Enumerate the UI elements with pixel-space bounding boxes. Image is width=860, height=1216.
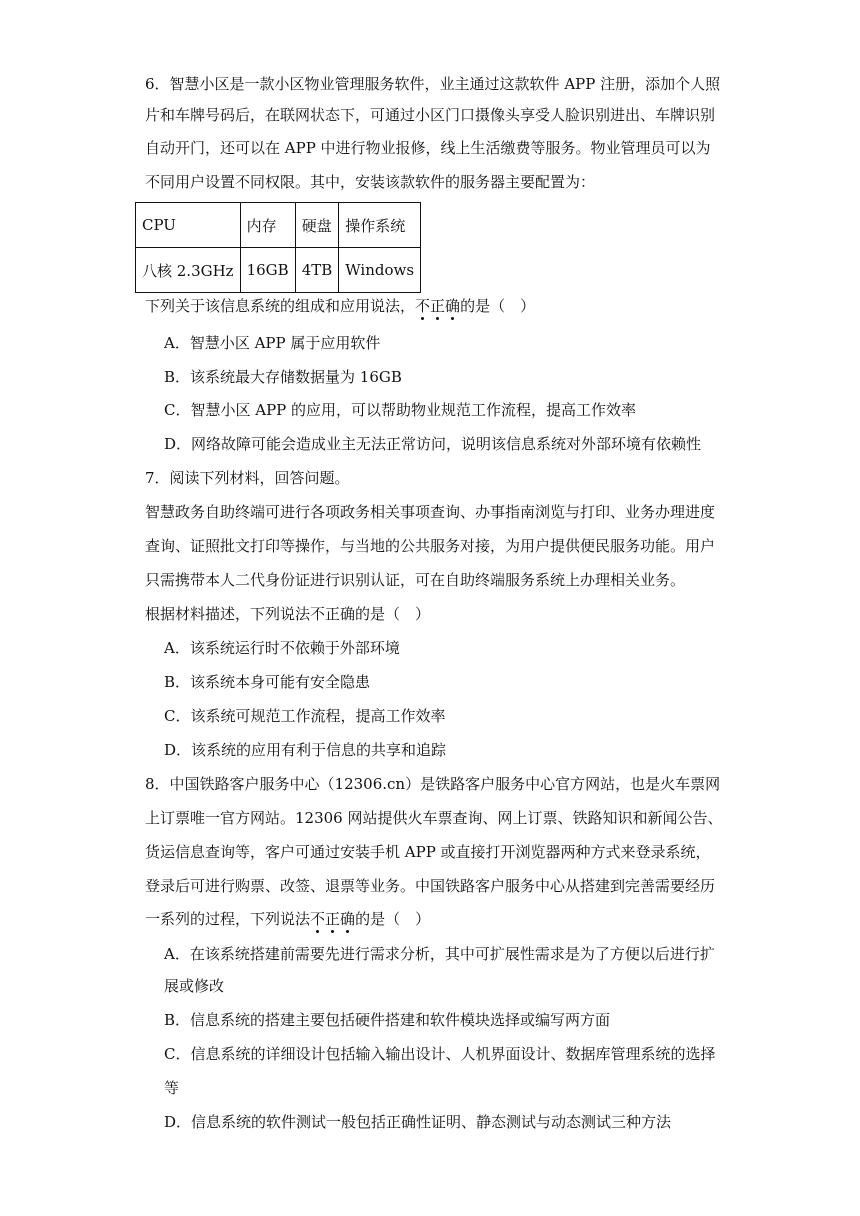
q8-text-line: 上订票唯一官方网站。12306 网站提供火车票查询、网上订票、铁路知识和新闻公告、	[145, 809, 723, 827]
q7-option-d: D．该系统的应用有利于信息的共享和追踪	[164, 741, 447, 759]
emphasis-char: 确	[445, 297, 461, 315]
q6-text-line: 片和车牌号码后，在联网状态下，可通过小区门口摄像头享受人脸识别进出、车牌识别	[145, 106, 716, 124]
q6-option-a: A．智慧小区 APP 属于应用软件	[164, 334, 381, 352]
server-config-table	[135, 202, 421, 293]
q6-option-c: C．智慧小区 APP 的应用，可以帮助物业规范工作流程，提高工作效率	[164, 401, 637, 419]
q8-option-c: C．信息系统的详细设计包括输入输出设计、人机界面设计、数据库管理系统的选择	[164, 1045, 716, 1063]
q8-option-c-continued: 等	[164, 1079, 180, 1097]
emphasis-char: 正	[430, 297, 446, 315]
q8-option-a-continued: 展或修改	[164, 977, 225, 995]
q8-text-line: 8．中国铁路客户服务中心（12306.cn）是铁路客户服务中心官方网站，也是火车票网	[145, 775, 721, 793]
table-cell: 16GB	[240, 248, 295, 293]
q6-option-d: D．网络故障可能会造成业主无法正常访问，说明该信息系统对外部环境有依赖性	[164, 435, 702, 453]
table-cell: 操作系统	[339, 203, 421, 248]
table-row	[136, 248, 421, 293]
q7-option-c: C．该系统可规范工作流程，提高工作效率	[164, 707, 446, 725]
table-cell: 4TB	[295, 248, 339, 293]
emphasis-char: 不	[415, 297, 431, 315]
q7-stem: 根据材料描述，下列说法不正确的是（ ）	[145, 605, 431, 623]
table-cell: CPU	[136, 203, 241, 248]
q8-option-d: D．信息系统的软件测试一般包括正确性证明、静态测试与动态测试三种方法	[164, 1113, 672, 1131]
q8-stem	[145, 909, 430, 929]
q6-option-b: B．该系统最大存储数据量为 16GB	[164, 368, 402, 386]
q8-option-b: B．信息系统的搭建主要包括硬件搭建和软件模块选择或编写两方面	[164, 1011, 611, 1029]
table-cell: 硬盘	[295, 203, 339, 248]
stem-text: 一系列的过程，下列说法	[145, 910, 311, 928]
q6-text-line: 不同用户设置不同权限。其中，安装该款软件的服务器主要配置为：	[145, 173, 596, 191]
q7-intro: 7．阅读下列材料，回答问题。	[145, 469, 350, 487]
emphasis-char: 不	[310, 910, 326, 928]
stem-text: 的是（ ）	[355, 910, 431, 928]
q6-text-line: 自动开门，还可以在 APP 中进行物业报修，线上生活缴费等服务。物业管理员可以为	[145, 139, 711, 157]
table-cell: 八核 2.3GHz	[136, 248, 241, 293]
q6-stem	[145, 296, 535, 316]
table-header-row	[136, 203, 421, 248]
q7-option-a: A．该系统运行时不依赖于外部环境	[164, 639, 400, 657]
table-cell: 内存	[240, 203, 295, 248]
stem-text: 的是（ ）	[460, 297, 536, 315]
q8-option-a: A．在该系统搭建前需要先进行需求分析，其中可扩展性需求是为了方便以后进行扩	[164, 945, 715, 963]
q8-text-line: 登录后可进行购票、改签、退票等业务。中国铁路客户服务中心从搭建到完善需要经历	[145, 877, 716, 895]
q7-material-line: 查询、证照批文打印等操作，与当地的公共服务对接，为用户提供便民服务功能。用户	[145, 537, 716, 555]
q7-material-line: 智慧政务自助终端可进行各项政务相关事项查询、办事指南浏览与打印、业务办理进度	[145, 503, 716, 521]
q7-material-line: 只需携带本人二代身份证进行识别认证，可在自助终端服务系统上办理相关业务。	[145, 571, 686, 589]
emphasis-char: 正	[325, 910, 341, 928]
stem-text: 下列关于该信息系统的组成和应用说法，	[145, 297, 416, 315]
q6-text-line: 6．智慧小区是一款小区物业管理服务软件，业主通过这款软件 APP 注册，添加个人照	[145, 75, 721, 93]
table-cell: Windows	[339, 248, 421, 293]
emphasis-char: 确	[340, 910, 356, 928]
q8-text-line: 货运信息查询等，客户可通过安装手机 APP 或直接打开浏览器两种方式来登录系统，	[145, 843, 711, 861]
q7-option-b: B．该系统本身可能有安全隐患	[164, 673, 371, 691]
